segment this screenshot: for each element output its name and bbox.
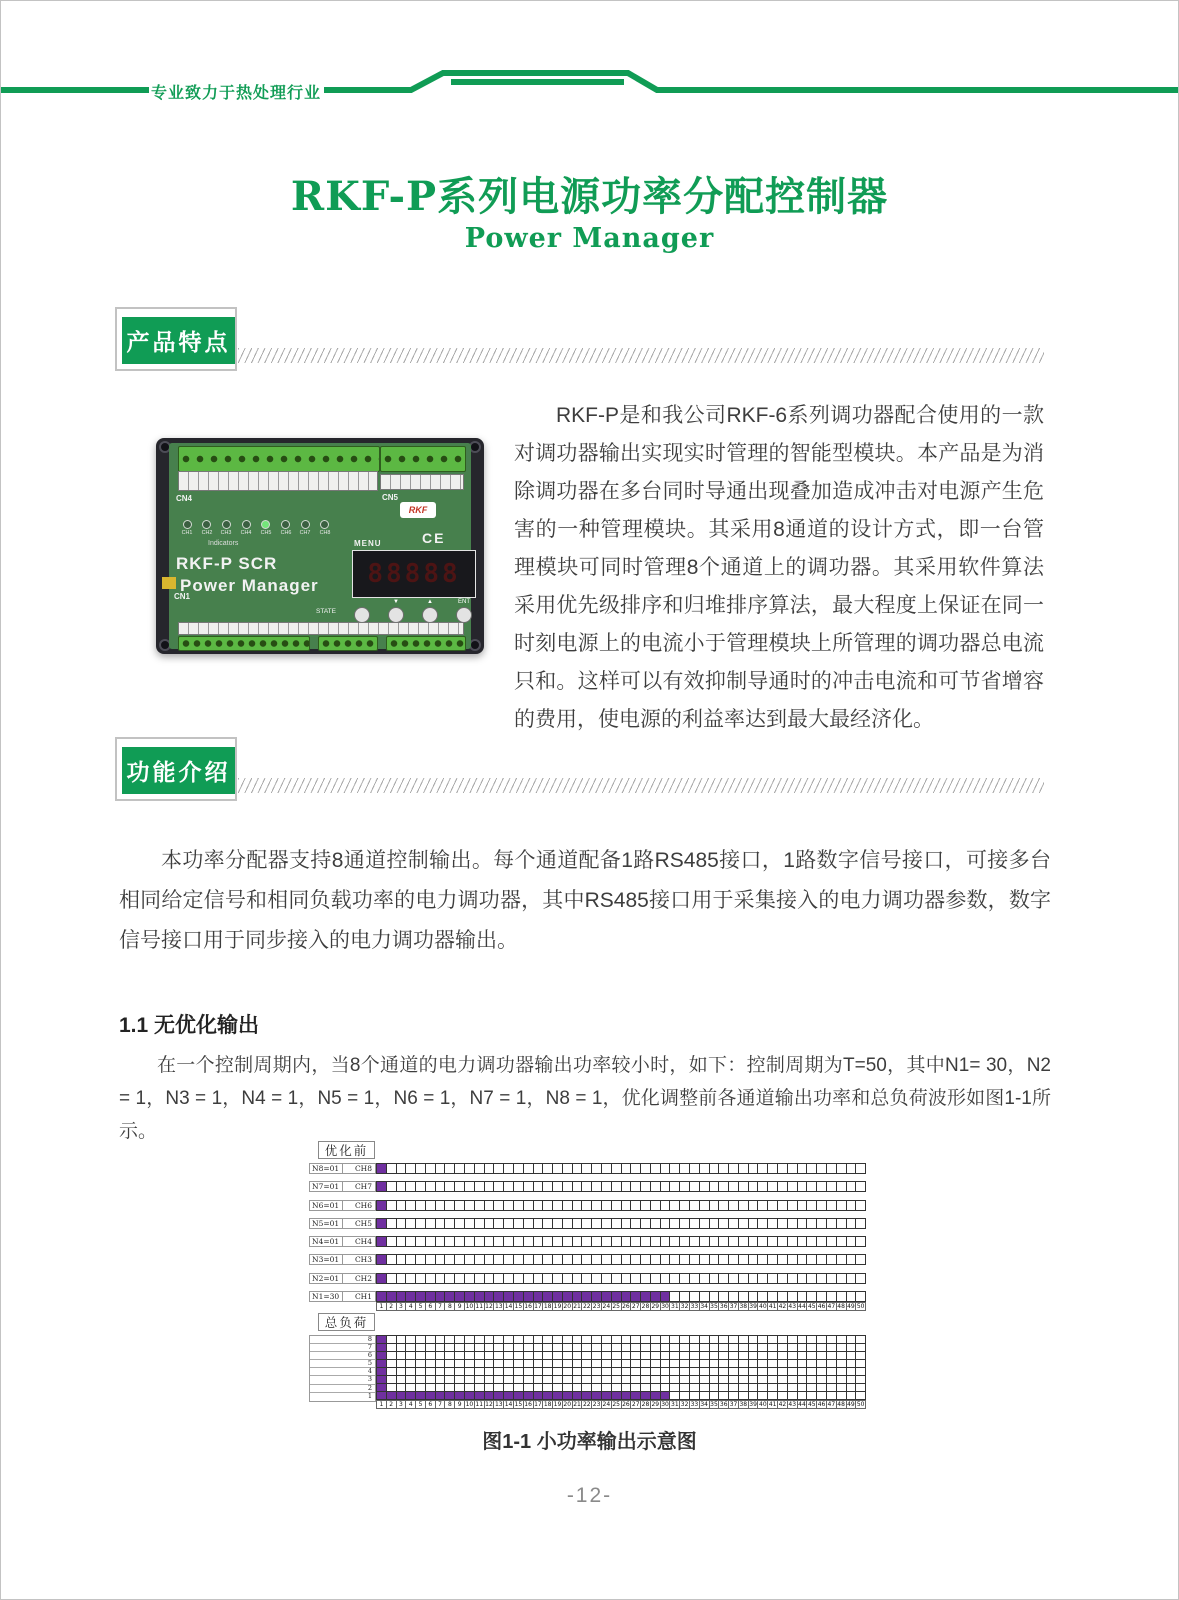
load-axis-value: 3	[310, 1376, 375, 1384]
load-grid	[376, 1335, 866, 1400]
axis-tick: 15	[514, 1401, 523, 1408]
terminal-block-top-left	[178, 446, 380, 472]
axis-tick: 43	[788, 1303, 797, 1310]
led-lamp-icon	[261, 520, 270, 529]
axis-tick: 38	[739, 1401, 748, 1408]
led-lamp-icon	[183, 520, 192, 529]
channel-row-ch6	[309, 1200, 866, 1211]
axis-tick: 44	[798, 1401, 806, 1408]
axis-tick: 49	[847, 1303, 855, 1310]
panel-button	[352, 598, 372, 623]
button-cap-icon	[422, 607, 438, 623]
axis-tick: 41	[768, 1401, 777, 1408]
menu-label: MENU	[354, 539, 382, 548]
channel-row-ch3	[309, 1254, 866, 1265]
axis-tick: 6	[425, 1400, 436, 1409]
axis-tick: 50	[856, 1303, 865, 1310]
axis-tick: 1	[376, 1302, 387, 1311]
channel-n-value: N7=01	[310, 1182, 343, 1191]
wiring-label-strip-top-right	[380, 474, 464, 490]
total-load-label: 总负荷	[318, 1313, 375, 1331]
time-axis-channels	[376, 1302, 866, 1311]
axis-tick: 19	[553, 1303, 562, 1310]
grid-cell	[855, 1254, 866, 1265]
channel-strip	[376, 1254, 866, 1265]
grid-cell	[855, 1200, 866, 1211]
led-ch1	[180, 520, 194, 536]
axis-tick: 22	[582, 1401, 591, 1408]
button-symbol: ▼	[393, 599, 399, 605]
axis-tick: 49	[847, 1401, 855, 1408]
axis-tick: 30	[661, 1303, 669, 1310]
axis-tick: 35	[710, 1303, 718, 1310]
channel-name: CH7	[354, 1182, 372, 1192]
led-ch7	[298, 520, 312, 536]
channel-label	[309, 1273, 376, 1284]
indicators-label: Indicators	[208, 540, 239, 547]
subsection-heading-1-1: 1.1 无优化输出	[119, 1014, 260, 1037]
axis-tick: 33	[690, 1401, 699, 1408]
pre-optimization-label: 优化前	[318, 1141, 375, 1159]
axis-tick: 2	[386, 1400, 397, 1409]
axis-tick: 13	[494, 1303, 503, 1310]
load-axis-value: 4	[310, 1368, 375, 1376]
axis-tick: 26	[622, 1401, 630, 1408]
panel-button	[454, 598, 474, 623]
axis-tick: 6	[425, 1302, 436, 1311]
time-axis-load	[376, 1400, 866, 1409]
axis-tick: 37	[729, 1303, 738, 1310]
axis-tick: 20	[563, 1303, 572, 1310]
axis-tick: 17	[534, 1303, 542, 1310]
panel-button	[386, 598, 406, 623]
features-paragraph: RKF-P是和我公司RKF-6系列调功器配合使用的一款对调功器输出实现实时管理的智能型模块。本产品是为消除调功器在多台同时导通出现叠加造成冲击对电源产生危害的一种管理模块。其采用8通道的设计方式，即一台管理模块可同时管理8个通道上的调功器。其采用软件算法采用优先级排序和归堆排序算法，最大程度上保证在同一时刻电源上的电流小于管理模块上所管理的调功器总电流只和。这样可以有效抑制导通时的冲击电流和可节省增容的费用，使电源的利益率达到最大最经济化。	[514, 404, 1044, 731]
channel-label	[309, 1236, 376, 1247]
led-ch4	[239, 520, 253, 536]
axis-tick: 24	[602, 1401, 611, 1408]
axis-tick: 29	[651, 1303, 660, 1310]
led-label: CH2	[201, 530, 213, 536]
section-header-hatch	[238, 348, 1044, 363]
load-axis-value: 1	[367, 1391, 372, 1400]
channel-row-ch8	[309, 1163, 866, 1174]
led-label: CH5	[260, 530, 272, 536]
load-axis-value: 7	[310, 1344, 375, 1352]
channel-name: CH5	[354, 1218, 372, 1228]
axis-tick: 14	[504, 1401, 513, 1408]
led-ch6	[279, 520, 293, 536]
axis-tick: 11	[475, 1303, 484, 1310]
terminal-block-bottom-middle	[318, 636, 378, 651]
button-cap-icon	[456, 607, 472, 623]
channel-indicator-leds	[180, 520, 332, 536]
axis-tick: 18	[543, 1401, 552, 1408]
axis-tick: 28	[641, 1303, 650, 1310]
axis-tick: 41	[768, 1303, 777, 1310]
axis-tick: 25	[612, 1303, 620, 1310]
button-symbol: ▲	[427, 599, 433, 605]
axis-tick: 2	[386, 1302, 397, 1311]
axis-tick: 5	[415, 1400, 426, 1409]
axis-tick: 34	[700, 1303, 708, 1310]
cn4-label: CN4	[176, 494, 193, 503]
axis-tick: 34	[700, 1401, 708, 1408]
axis-tick: 31	[671, 1401, 679, 1408]
rkf-logo: RKF	[400, 502, 436, 518]
load-y-axis	[309, 1335, 376, 1402]
led-ch5	[259, 520, 273, 536]
axis-tick: 5	[415, 1302, 426, 1311]
axis-tick: 25	[612, 1401, 620, 1408]
axis-tick: 4	[405, 1302, 416, 1311]
load-axis-value: 5	[310, 1360, 375, 1368]
product-photo	[156, 438, 484, 654]
led-ch3	[219, 520, 233, 536]
axis-tick: 39	[749, 1303, 757, 1310]
yellow-component	[162, 577, 176, 589]
functions-paragraph: 本功率分配器支持8通道控制输出。每个通道配备1路RS485接口，1路数字信号接口，可接多台相同给定信号和相同负载功率的电力调功器，其中RS485接口用于采集接入的电力调功器参数，数字信号接口用于同步接入的电力调功器输出。	[119, 849, 1051, 952]
section-header-hatch	[238, 778, 1044, 793]
axis-tick: 40	[759, 1303, 767, 1310]
terminal-block-bottom-left	[178, 636, 310, 651]
grid-cell	[855, 1236, 866, 1247]
axis-tick: 20	[563, 1401, 572, 1408]
axis-tick: 47	[827, 1401, 836, 1408]
axis-tick: 12	[485, 1401, 493, 1408]
grid-cell	[855, 1391, 866, 1400]
axis-tick: 7	[435, 1302, 446, 1311]
axis-tick: 4	[405, 1400, 416, 1409]
axis-tick: 7	[435, 1400, 446, 1409]
axis-tick: 27	[631, 1401, 640, 1408]
channel-strip	[376, 1200, 866, 1211]
axis-tick: 42	[778, 1303, 787, 1310]
axis-tick: 38	[739, 1303, 748, 1310]
led-lamp-icon	[320, 520, 329, 529]
front-panel-buttons	[352, 598, 474, 623]
led-label: CH7	[299, 530, 311, 536]
board-title-line1: RKF-P SCR	[176, 554, 278, 573]
ce-mark: CE	[422, 530, 446, 546]
channel-n-value: N1=30	[310, 1292, 343, 1301]
axis-tick: 15	[514, 1303, 523, 1310]
load-grid-row	[376, 1391, 866, 1400]
led-label: CH1	[181, 530, 193, 536]
channel-n-value: N2=01	[310, 1274, 343, 1283]
button-symbol	[352, 598, 372, 607]
channel-label	[309, 1181, 376, 1192]
axis-tick: 24	[602, 1303, 611, 1310]
axis-tick: 26	[622, 1303, 630, 1310]
channel-label	[309, 1218, 376, 1229]
axis-tick: 3	[396, 1400, 407, 1409]
channel-strip	[376, 1218, 866, 1229]
axis-tick: 44	[798, 1303, 806, 1310]
grid-cell	[855, 1273, 866, 1284]
axis-tick: 32	[680, 1401, 689, 1408]
channel-strip	[376, 1181, 866, 1192]
axis-tick: 13	[494, 1401, 503, 1408]
channel-row-ch4	[309, 1236, 866, 1247]
board-title-line2: Power Manager	[180, 576, 319, 595]
panel-button	[420, 598, 440, 623]
axis-tick: 14	[504, 1303, 513, 1310]
header-tagline: 专业致力于热处理行业	[151, 85, 322, 102]
axis-tick: 47	[827, 1303, 836, 1310]
channel-label	[309, 1291, 376, 1302]
axis-tick: 16	[524, 1401, 532, 1408]
axis-tick: 35	[710, 1401, 718, 1408]
channel-rows	[309, 1163, 866, 1309]
axis-tick: 12	[485, 1303, 493, 1310]
led-lamp-icon	[242, 520, 251, 529]
axis-tick: 3	[396, 1302, 407, 1311]
axis-tick: 43	[788, 1401, 797, 1408]
section-header-features-label: 产品特点	[122, 317, 235, 364]
axis-tick: 8	[444, 1302, 455, 1311]
axis-tick: 30	[661, 1401, 669, 1408]
cn5-label: CN5	[382, 493, 399, 502]
led-label: CH3	[220, 530, 232, 536]
axis-tick: 28	[641, 1401, 650, 1408]
channel-name: CH8	[354, 1164, 372, 1173]
channel-name: CH6	[354, 1200, 372, 1210]
led-lamp-icon	[222, 520, 231, 529]
led-ch8	[318, 520, 332, 536]
axis-tick: 8	[444, 1400, 455, 1409]
axis-tick: 37	[729, 1401, 738, 1408]
axis-tick: 33	[690, 1303, 699, 1310]
channel-strip	[376, 1273, 866, 1284]
channel-strip	[376, 1291, 866, 1302]
channel-label	[309, 1163, 376, 1174]
channel-name: CH4	[354, 1237, 372, 1247]
display-digits: 88888	[367, 559, 461, 589]
led-lamp-icon	[301, 520, 310, 529]
grid-cell	[855, 1181, 866, 1192]
seven-segment-display	[352, 550, 476, 598]
axis-tick: 11	[475, 1401, 484, 1408]
channel-n-value: N5=01	[310, 1219, 343, 1228]
terminal-block-top-right	[380, 446, 466, 472]
axis-tick: 9	[454, 1302, 465, 1311]
grid-cell	[855, 1218, 866, 1229]
axis-tick: 48	[837, 1303, 845, 1310]
channel-strip	[376, 1163, 866, 1174]
channel-label	[309, 1254, 376, 1265]
grid-cell	[855, 1291, 866, 1302]
channel-name: CH1	[354, 1292, 372, 1302]
axis-tick: 50	[856, 1401, 865, 1408]
axis-tick: 23	[592, 1303, 601, 1310]
axis-tick: 36	[719, 1401, 728, 1408]
button-cap-icon	[388, 607, 404, 623]
channel-row-ch5	[309, 1218, 866, 1229]
axis-tick: 23	[592, 1401, 601, 1408]
button-symbol: ENT	[458, 599, 470, 605]
axis-tick: 45	[807, 1303, 816, 1310]
channel-name: CH2	[354, 1273, 372, 1283]
terminal-block-bottom-right	[386, 636, 466, 651]
section-header-functions	[1, 737, 1178, 803]
load-axis-value: 2	[310, 1385, 375, 1393]
axis-tick: 17	[534, 1401, 542, 1408]
axis-tick: 22	[582, 1303, 591, 1310]
axis-tick: 16	[524, 1303, 532, 1310]
load-axis-value: 6	[310, 1352, 375, 1360]
no-optimization-paragraph: 在一个控制周期内，当8个通道的电力调功器输出功率较小时，如下：控制周期为T=50，其中N1= 30，N2 = 1，N3 = 1，N4 = 1，N5 = 1，N6 = 1，N7 = 1，N8 = 1，优化调整前各通道输出功率和总负荷波形如图1-1所示。	[119, 1055, 1051, 1142]
channel-n-value: N6=01	[310, 1201, 343, 1210]
axis-tick: 27	[631, 1303, 640, 1310]
led-label: CH4	[240, 530, 252, 536]
axis-tick: 42	[778, 1401, 787, 1408]
led-label: CH6	[280, 530, 291, 536]
wiring-label-strip-top	[178, 471, 378, 491]
figure-caption: 图1-1 小功率输出示意图	[482, 1431, 697, 1453]
axis-tick: 10	[465, 1401, 474, 1408]
axis-tick: 46	[817, 1303, 826, 1310]
led-label: CH8	[319, 530, 331, 536]
channel-name: CH3	[354, 1255, 372, 1265]
led-lamp-icon	[281, 520, 290, 529]
page-title: RKF-P系列电源功率分配控制器	[290, 173, 889, 220]
state-label: STATE	[316, 608, 336, 615]
axis-tick: 19	[553, 1401, 562, 1408]
axis-tick: 29	[651, 1401, 660, 1408]
channel-n-value: N3=01	[310, 1255, 343, 1264]
axis-tick: 21	[573, 1401, 581, 1408]
section-header-features	[1, 307, 1178, 373]
axis-tick: 1	[376, 1400, 387, 1409]
button-cap-icon	[354, 607, 370, 623]
axis-tick: 9	[454, 1400, 465, 1409]
channel-strip	[376, 1236, 866, 1247]
axis-tick: 32	[680, 1303, 689, 1310]
load-axis-value: 8	[310, 1336, 375, 1344]
led-lamp-icon	[202, 520, 211, 529]
page-subtitle: Power Manager	[464, 223, 715, 254]
section-header-functions-label: 功能介绍	[122, 747, 235, 794]
axis-tick: 36	[719, 1303, 728, 1310]
channel-row-ch7	[309, 1181, 866, 1192]
axis-tick: 21	[573, 1303, 581, 1310]
cn1-label: CN1	[174, 592, 191, 601]
page-number: -12-	[566, 1484, 613, 1507]
wiring-label-strip-bottom	[178, 622, 464, 635]
axis-tick: 31	[671, 1303, 679, 1310]
axis-tick: 39	[749, 1401, 757, 1408]
axis-tick: 18	[543, 1303, 552, 1310]
channel-row-ch1	[309, 1291, 866, 1302]
axis-tick: 40	[759, 1401, 767, 1408]
led-ch2	[200, 520, 214, 536]
axis-tick: 48	[837, 1401, 845, 1408]
channel-n-value: N8=01	[310, 1164, 343, 1173]
axis-tick: 45	[807, 1401, 816, 1408]
channel-n-value: N4=01	[310, 1237, 343, 1246]
grid-cell	[855, 1163, 866, 1174]
channel-row-ch2	[309, 1273, 866, 1284]
channel-label	[309, 1200, 376, 1211]
axis-tick: 10	[465, 1303, 474, 1310]
axis-tick: 46	[817, 1401, 826, 1408]
